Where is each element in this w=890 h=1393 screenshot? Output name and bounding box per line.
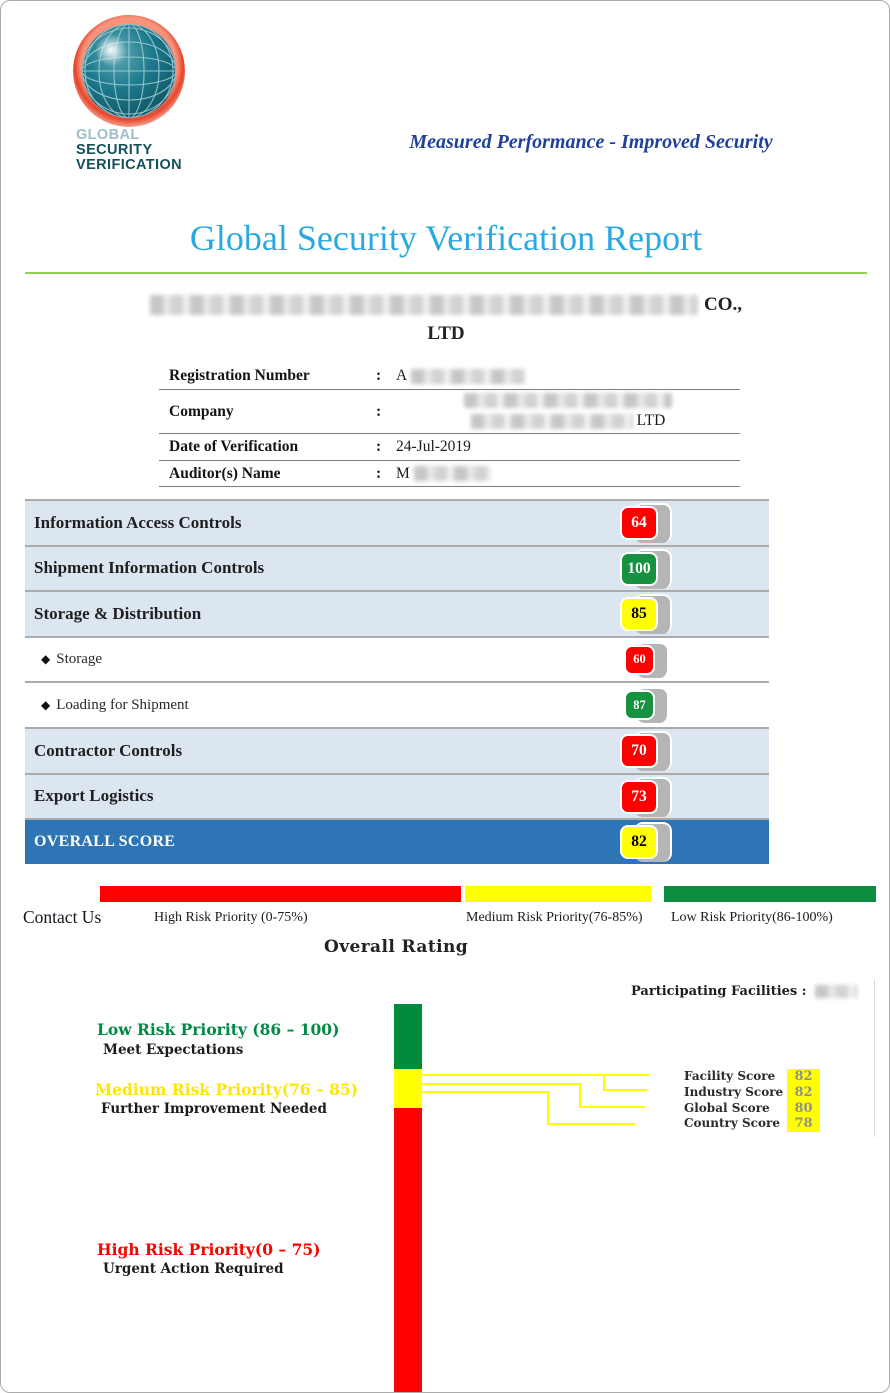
score-badge <box>624 645 680 683</box>
benchmark-row-industry <box>684 1085 820 1101</box>
score-value: 87 <box>624 690 655 720</box>
registration-number-prefix: A <box>396 367 408 384</box>
company-name-visible-suffix: CO., <box>704 294 742 315</box>
high-risk-zone-title: High Risk Priority(0 – 75) <box>97 1240 321 1259</box>
redacted-registration-number <box>411 369 526 384</box>
detail-separator: : <box>376 367 382 384</box>
medium-risk-band-label: Medium Risk Priority(76-85%) <box>466 910 643 925</box>
high-risk-band-label: High Risk Priority (0-75%) <box>154 910 308 925</box>
benchmark-label: Facility Score <box>684 1069 776 1083</box>
benchmark-row-country <box>684 1116 820 1132</box>
detail-value <box>396 393 740 430</box>
detail-label: Registration Number <box>169 367 310 384</box>
verification-details-table <box>159 363 740 487</box>
benchmark-value: 82 <box>787 1069 820 1085</box>
low-risk-zone-description: Meet Expectations <box>103 1042 244 1058</box>
medium-risk-zone-description: Further Improvement Needed <box>101 1101 327 1117</box>
detail-label: Date of Verification <box>169 438 299 455</box>
logo-word-global: GLOBAL <box>76 127 140 143</box>
benchmark-label: Global Score <box>684 1100 770 1115</box>
detail-separator: : <box>376 438 382 455</box>
verification-date-value: 24-Jul-2019 <box>396 438 471 455</box>
overall-score-badge <box>620 825 676 863</box>
score-value: 73 <box>620 780 658 814</box>
score-category-label: Information Access Controls <box>34 512 242 532</box>
score-row-information-access <box>25 499 769 545</box>
detail-value <box>396 367 740 385</box>
low-risk-band-label: Low Risk Priority(86-100%) <box>671 910 833 925</box>
score-subrow-loading-for-shipment <box>25 681 769 727</box>
low-risk-band <box>664 886 876 902</box>
benchmark-label: Country Score <box>684 1116 780 1131</box>
score-subrow-storage <box>25 636 769 682</box>
score-badge <box>620 552 676 590</box>
score-subcategory-label <box>25 697 189 714</box>
score-row-shipment-information <box>25 545 769 591</box>
score-badge <box>620 734 676 772</box>
score-subcategory-label <box>25 651 102 668</box>
detail-row-date <box>159 434 740 461</box>
score-badge <box>620 506 676 544</box>
benchmark-value: 80 <box>787 1101 820 1117</box>
score-row-overall <box>25 818 769 864</box>
report-title: Global Security Verification Report <box>189 218 703 258</box>
title-divider-rule <box>25 272 867 274</box>
detail-value <box>396 465 740 483</box>
medium-risk-zone-title: Medium Risk Priority(76 – 85) <box>95 1080 359 1099</box>
redacted-company-line2 <box>471 414 633 429</box>
auditor-name-prefix: M <box>396 464 410 482</box>
overall-score-label: OVERALL SCORE <box>34 832 176 850</box>
score-category-label: Shipment Information Controls <box>34 558 265 578</box>
score-badge <box>620 597 676 635</box>
overall-rating-title: Overall Rating <box>324 937 468 957</box>
globe-logo-icon <box>71 14 187 128</box>
medium-risk-band <box>465 886 651 902</box>
security-score-table <box>25 499 769 864</box>
score-value: 70 <box>620 734 658 768</box>
score-value: 85 <box>620 597 658 631</box>
score-row-storage-distribution <box>25 590 769 636</box>
benchmark-row-facility <box>684 1069 820 1085</box>
benchmark-value: 82 <box>787 1085 820 1101</box>
redacted-company-name <box>150 295 698 315</box>
score-category-label: Storage & Distribution <box>34 603 202 623</box>
low-risk-zone-title: Low Risk Priority (86 – 100) <box>97 1020 340 1039</box>
score-category-label: Export Logistics <box>34 786 154 806</box>
rating-scale-yellow-segment <box>394 1069 422 1108</box>
rating-scale-red-segment <box>394 1108 422 1393</box>
score-value: 100 <box>620 552 658 586</box>
detail-separator: : <box>376 402 382 420</box>
participating-facilities <box>631 984 857 999</box>
score-category-label: Contractor Controls <box>34 740 183 760</box>
score-badge <box>624 690 680 728</box>
logo-word-security: SECURITY <box>76 142 153 158</box>
logo-word-verification: VERIFICATION <box>76 157 183 173</box>
score-value: 60 <box>624 645 655 675</box>
detail-label: Auditor(s) Name <box>169 464 281 482</box>
diamond-bullet-icon: ◆ <box>41 652 51 667</box>
company-value-visible-suffix: LTD <box>636 412 666 429</box>
redacted-auditor-name <box>414 466 492 481</box>
participating-facilities-label: Participating Facilities : <box>631 984 807 999</box>
benchmark-value: 78 <box>787 1116 820 1132</box>
rating-scale-green-segment <box>394 1004 422 1069</box>
company-name-line2: LTD <box>427 323 465 344</box>
detail-row-registration <box>159 363 740 390</box>
score-value: 64 <box>620 506 658 540</box>
score-subcategory-text: Loading for Shipment <box>56 696 189 713</box>
benchmark-label: Industry Score <box>684 1084 784 1099</box>
score-badge <box>620 780 676 818</box>
overall-score-value: 82 <box>620 825 658 859</box>
company-name-line1 <box>1 294 890 316</box>
diamond-bullet-icon: ◆ <box>41 697 51 712</box>
contact-us-label: Contact Us <box>23 907 102 927</box>
score-subcategory-text: Storage <box>56 651 103 668</box>
redacted-company-line1 <box>464 393 672 408</box>
high-risk-zone-description: Urgent Action Required <box>103 1261 284 1277</box>
redacted-facilities-count <box>815 985 857 998</box>
detail-separator: : <box>376 464 382 482</box>
detail-row-company <box>159 390 740 434</box>
detail-row-auditor <box>159 461 740 487</box>
benchmark-scores-table <box>684 1069 820 1132</box>
tagline: Measured Performance - Improved Security <box>409 131 773 153</box>
detail-label: Company <box>169 402 234 420</box>
section-border-line <box>874 979 875 1137</box>
high-risk-band <box>100 886 461 902</box>
score-row-contractor-controls <box>25 727 769 773</box>
logo-wordmark <box>76 128 182 173</box>
score-row-export-logistics <box>25 773 769 819</box>
benchmark-row-global <box>684 1101 820 1117</box>
